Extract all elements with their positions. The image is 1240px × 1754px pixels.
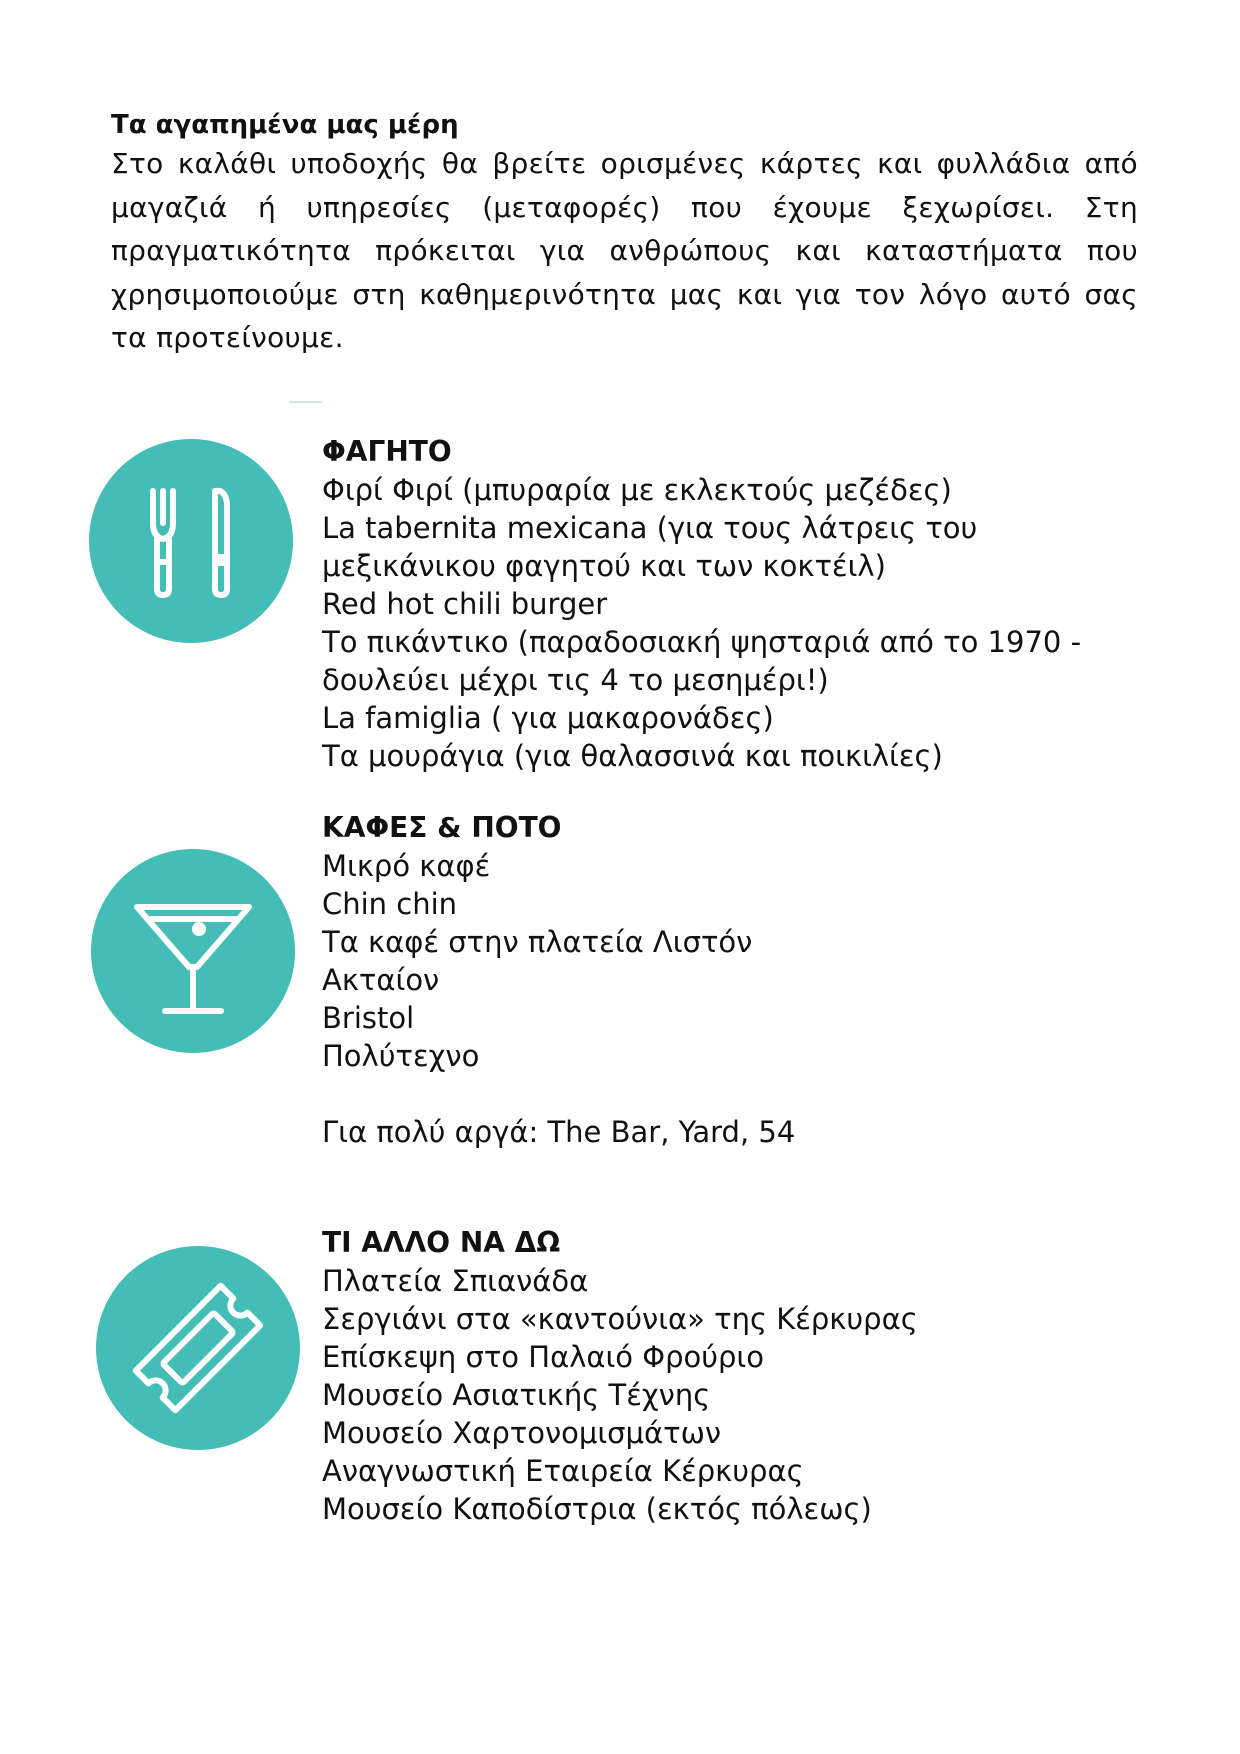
list-item: Φιρί Φιρί (μπυραρία με εκλεκτούς μεζέδες) — [322, 473, 952, 507]
drinks-icon-circle — [91, 849, 295, 1053]
intro-block — [111, 108, 1138, 360]
list-item: Σεργιάνι στα «καντούνια» της Κέρκυρας — [322, 1302, 918, 1336]
drinks-list — [322, 847, 1152, 1075]
list-item: Μικρό καφέ — [322, 849, 491, 883]
list-item: Red hot chili burger — [322, 587, 608, 621]
food-list — [322, 471, 1152, 775]
sights-list — [322, 1262, 1152, 1528]
drinks-section — [322, 809, 1152, 1151]
sights-icon-circle — [96, 1246, 300, 1450]
list-item: Πολύτεχνο — [322, 1039, 480, 1073]
intro-title: Τα αγαπημένα μας μέρη — [111, 110, 459, 140]
late-night-note: Για πολύ αργά: The Bar, Yard, 54 — [322, 1115, 796, 1149]
list-item: Τα μουράγια (για θαλασσινά και ποικιλίες) — [322, 739, 943, 773]
cocktail-glass-icon — [91, 849, 295, 1053]
list-item: La famiglia ( για μακαρονάδες) — [322, 701, 774, 735]
list-item: Ακταίον — [322, 963, 440, 997]
cutlery-icon — [89, 439, 293, 643]
list-item: Το πικάντικο (παραδοσιακή ψησταριά από το 1970 - δουλεύει μέχρι τις 4 το μεσημέρι!) — [322, 625, 1082, 697]
list-item: Επίσκεψη στο Παλαιό Φρούριο — [322, 1340, 764, 1374]
sights-section — [322, 1224, 1152, 1528]
food-title: ΦΑΓΗΤΟ — [322, 435, 452, 468]
intro-paragraph: Στο καλάθι υποδοχής θα βρείτε ορισμένες κάρτες και φυλλάδια από μαγαζιά ή υπηρεσίες (μεταφορές) που έχουμε ξεχωρίσει. Στη πραγματικότητα πρόκειται για ανθρώπους και καταστήματα που χρησιμοποιούμε στη καθημερινότητα μας και για τον λόγο αυτό σας τα προτείνουμε. — [111, 147, 1138, 354]
list-item: Πλατεία Σπιανάδα — [322, 1264, 589, 1298]
food-icon-circle — [89, 439, 293, 643]
drinks-title: ΚΑΦΕΣ & ΠΟΤΟ — [322, 811, 562, 844]
food-section — [322, 433, 1152, 775]
list-item: Bristol — [322, 1001, 415, 1035]
list-item: Μουσείο Ασιατικής Τέχνης — [322, 1378, 711, 1412]
sights-title: ΤΙ ΑΛΛΟ ΝΑ ΔΩ — [322, 1226, 561, 1259]
list-item: Τα καφέ στην πλατεία Λιστόν — [322, 925, 753, 959]
divider — [289, 401, 322, 403]
list-item: Αναγνωστική Εταιρεία Κέρκυρας — [322, 1454, 804, 1488]
list-item: Chin chin — [322, 887, 458, 921]
list-item: La tabernita mexicana (για τους λάτρεις του μεξικάνικου φαγητού και των κοκτέιλ) — [322, 511, 978, 583]
list-item: Μουσείο Καποδίστρια (εκτός πόλεως) — [322, 1492, 872, 1526]
ticket-icon — [96, 1246, 300, 1450]
list-item: Μουσείο Χαρτονομισμάτων — [322, 1416, 722, 1450]
